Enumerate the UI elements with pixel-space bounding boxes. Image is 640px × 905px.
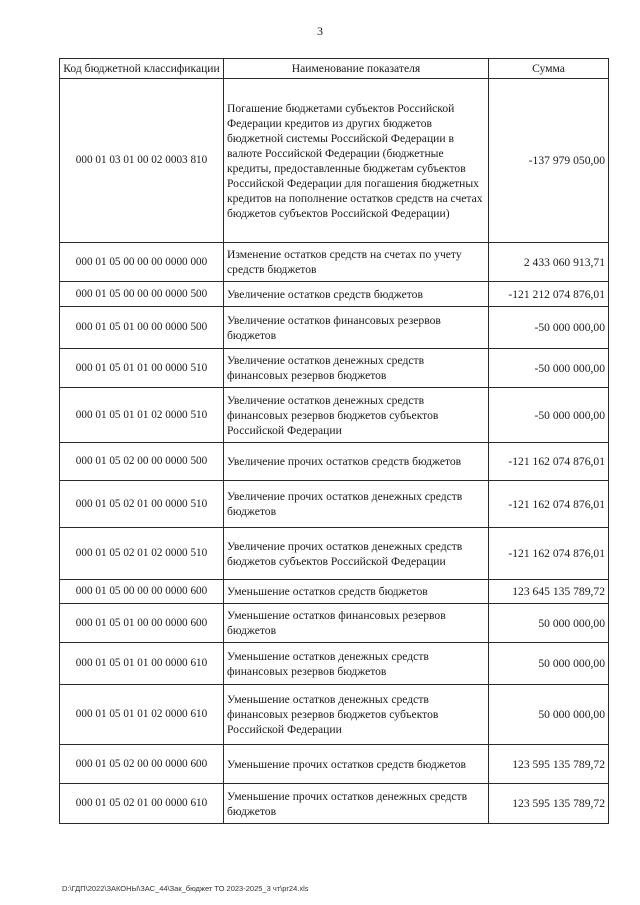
row-code: 000 01 05 01 01 02 0000 610 [60,685,224,745]
row-name: Увеличение прочих остатков средств бюджетов [224,443,489,481]
row-code: 000 01 05 01 01 00 0000 510 [60,349,224,388]
table-row [60,443,609,481]
footer-file-path: D:\ГДП\2022\ЗАКОНЫ\ЗАС_44\Зак_бюджет ТО 2023-2025_3 чт\pr24.xls [62,884,309,893]
row-code: 000 01 05 00 00 00 0000 500 [60,282,224,307]
row-name: Уменьшение остатков денежных средств финансовых резервов бюджетов [224,643,489,685]
header-sum: Сумма [489,59,609,79]
table-row [60,685,609,745]
row-code: 000 01 05 00 00 00 0000 600 [60,580,224,604]
row-name: Увеличение остатков финансовых резервов бюджетов [224,307,489,349]
header-code: Код бюджетной классификации [60,59,224,79]
row-code: 000 01 05 01 00 00 0000 500 [60,307,224,349]
table-row [60,388,609,443]
table-row [60,784,609,824]
row-sum: 50 000 000,00 [489,643,609,685]
row-sum: -121 162 074 876,01 [489,443,609,481]
row-code: 000 01 05 01 01 00 0000 610 [60,643,224,685]
row-code: 000 01 03 01 00 02 0003 810 [60,79,224,243]
row-sum: -137 979 050,00 [489,79,609,243]
table-row [60,528,609,580]
row-name: Увеличение прочих остатков денежных средств бюджетов субъектов Российской Федерации [224,528,489,580]
row-code: 000 01 05 01 00 00 0000 600 [60,604,224,643]
row-sum: -50 000 000,00 [489,307,609,349]
row-sum: -121 162 074 876,01 [489,528,609,580]
table-row [60,79,609,243]
row-name: Погашение бюджетами субъектов Российской Федерации кредитов из других бюджетов бюджетной системы Российской Федерации в валюте Российской Федерации (бюджетные кредиты, предоставленные бюджетам субъектов Российской Федерации для погашения бюджетных кредитов на пополнение остатков средств на счетах бюджетов субъектов Российской Федерации) [224,79,489,243]
table-row [60,643,609,685]
table-row [60,282,609,307]
table-row [60,580,609,604]
row-name: Уменьшение прочих остатков денежных средств бюджетов [224,784,489,824]
row-sum: 50 000 000,00 [489,685,609,745]
row-name: Уменьшение прочих остатков средств бюджетов [224,745,489,784]
row-code: 000 01 05 02 00 00 0000 600 [60,745,224,784]
table-header-row [60,59,609,79]
row-code: 000 01 05 00 00 00 0000 000 [60,243,224,282]
row-sum: -50 000 000,00 [489,388,609,443]
table-row [60,349,609,388]
row-name: Уменьшение остатков денежных средств финансовых резервов бюджетов субъектов Российской Федерации [224,685,489,745]
row-name: Изменение остатков средств на счетах по учету средств бюджетов [224,243,489,282]
row-name: Увеличение остатков денежных средств финансовых резервов бюджетов [224,349,489,388]
row-name: Увеличение остатков средств бюджетов [224,282,489,307]
table-row [60,307,609,349]
row-sum: -50 000 000,00 [489,349,609,388]
table-row [60,745,609,784]
row-sum: 123 595 135 789,72 [489,745,609,784]
row-name: Увеличение остатков денежных средств финансовых резервов бюджетов субъектов Российской Федерации [224,388,489,443]
budget-table [59,58,609,824]
row-code: 000 01 05 01 01 02 0000 510 [60,388,224,443]
row-name: Увеличение прочих остатков денежных средств бюджетов [224,481,489,528]
row-code: 000 01 05 02 00 00 0000 500 [60,443,224,481]
table-row [60,481,609,528]
row-sum: -121 212 074 876,01 [489,282,609,307]
row-sum: 123 595 135 789,72 [489,784,609,824]
row-sum: 50 000 000,00 [489,604,609,643]
row-code: 000 01 05 02 01 02 0000 510 [60,528,224,580]
row-name: Уменьшение остатков финансовых резервов бюджетов [224,604,489,643]
table-row [60,243,609,282]
page-number: 3 [317,24,323,38]
row-sum: -121 162 074 876,01 [489,481,609,528]
header-name: Наименование показателя [224,59,489,79]
row-name: Уменьшение остатков средств бюджетов [224,580,489,604]
row-code: 000 01 05 02 01 00 0000 610 [60,784,224,824]
row-sum: 123 645 135 789,72 [489,580,609,604]
table-row [60,604,609,643]
row-code: 000 01 05 02 01 00 0000 510 [60,481,224,528]
row-sum: 2 433 060 913,71 [489,243,609,282]
